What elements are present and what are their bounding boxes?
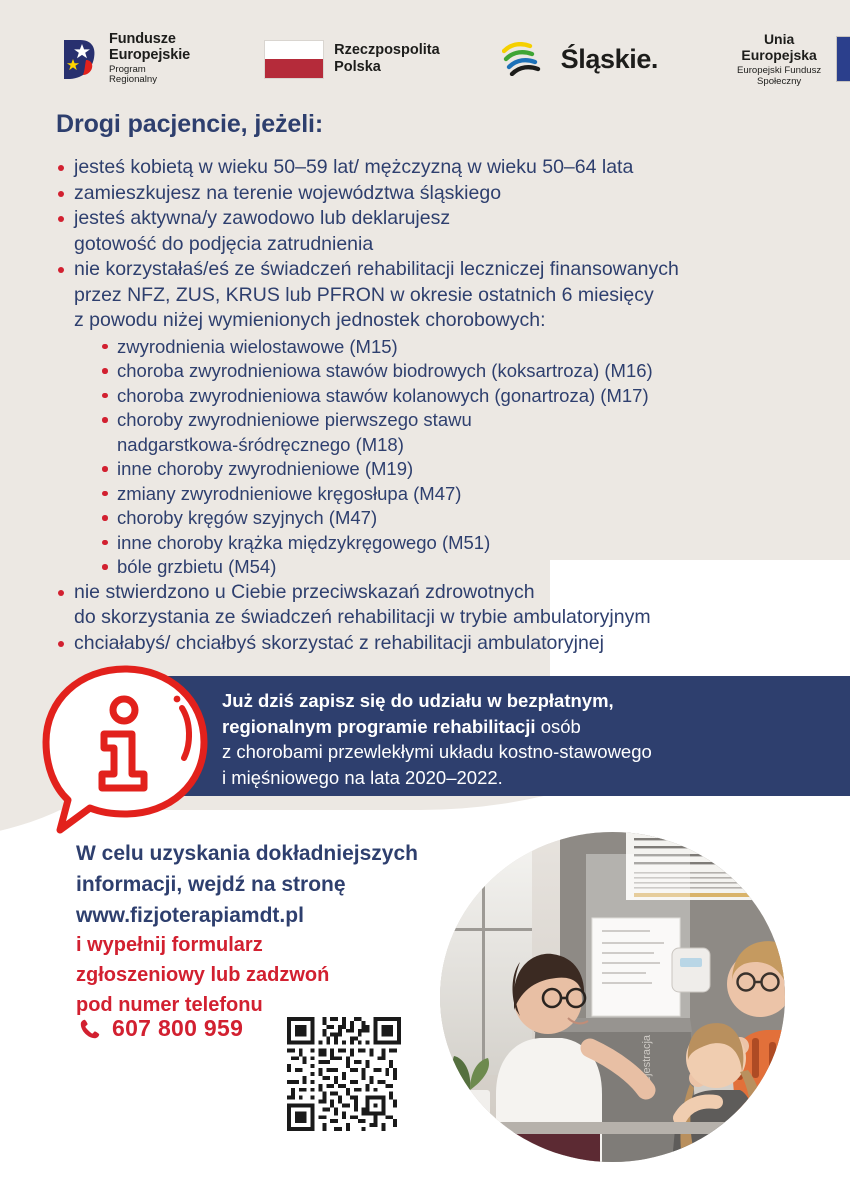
list-item <box>100 335 836 360</box>
page-title: Drogi pacjencie, jeżeli: <box>56 110 324 138</box>
criteria-text: nie stwierdzono u Ciebie przeciwskazań zdrowotnych <box>74 580 535 603</box>
list-item <box>100 531 836 556</box>
list-item <box>56 206 836 257</box>
ue-line1: Unia Europejska <box>741 31 817 63</box>
bullet-dot-icon <box>58 267 64 273</box>
contact-info-blue <box>76 838 418 931</box>
slaskie-waves-icon <box>502 42 548 76</box>
bullet-dot-icon <box>102 491 108 497</box>
phone-icon <box>78 1017 102 1041</box>
disease-text: inne choroby zwyrodnieniowe (M19) <box>117 458 414 479</box>
contact-red-line2: zgłoszeniowy lub zadzwoń <box>76 964 330 986</box>
eu-stars-icon <box>837 37 850 81</box>
list-item <box>100 482 836 507</box>
cta-line2-rest: osób <box>535 715 581 737</box>
criteria-text: nie korzystałaś/eś ze świadczeń rehabilitacji leczniczej finansowanych <box>74 258 679 280</box>
bullet-dot-icon <box>58 590 64 596</box>
disease-text: bóle grzbietu (M54) <box>117 556 277 577</box>
desk-label: Rejestracja <box>641 1034 653 1090</box>
bullet-dot-icon <box>102 466 108 472</box>
cta-text-block <box>222 688 822 790</box>
disease-text: choroba zwyrodnieniowa stawów kolanowych (gonartroza) (M17) <box>117 384 649 406</box>
fe-line2: Europejskie <box>109 46 191 63</box>
list-item <box>100 457 836 482</box>
fundusze-europejskie-wordmark <box>109 32 192 85</box>
criteria-text-cont2: z powodu niżej wymienionych jednostek chorobowych: <box>74 309 546 331</box>
cta-bold-line1: Już dziś zapisz się do udziału w bezpłatnym, <box>222 690 614 711</box>
flag-stripe-white <box>265 41 323 60</box>
bullet-dot-icon <box>102 515 108 521</box>
logo-slaskie <box>502 42 658 76</box>
bullet-dot-icon <box>58 641 64 647</box>
bullet-dot-icon <box>102 344 108 350</box>
cta-bold-line2: regionalnym programie rehabilitacji <box>222 715 536 737</box>
slaskie-wordmark: Śląskie. <box>560 43 659 74</box>
ue-line2: Europejski Fundusz Społeczny <box>736 65 822 87</box>
contact-info-red <box>76 930 329 1020</box>
list-item <box>100 359 836 384</box>
logo-fundusze-europejskie <box>62 32 192 85</box>
fe-line1: Fundusze <box>109 31 176 48</box>
criteria-text: jesteś kobietą w wieku 50–59 lat/ mężczyzną w wieku 50–64 lata <box>74 156 634 178</box>
disease-text: zmiany zwyrodnieniowe kręgosłupa (M47) <box>117 482 462 504</box>
criteria-text-cont: przez NFZ, ZUS, KRUS lub PFRON w okresie ostatnich 6 miesięcy <box>74 283 654 306</box>
list-item <box>56 181 836 207</box>
rp-line2: Polska <box>334 59 381 75</box>
bullet-dot-icon <box>102 393 108 399</box>
list-item <box>100 555 836 580</box>
phone-number: 607 800 959 <box>112 1015 244 1041</box>
bullet-dot-icon <box>102 368 108 374</box>
bullet-dot-icon <box>58 216 64 222</box>
rzeczpospolita-wordmark <box>334 42 440 75</box>
clinic-reception-photo <box>440 832 785 1162</box>
unia-europejska-wordmark <box>732 31 826 87</box>
photo-illustration <box>440 832 785 1162</box>
criteria-text: zamieszkujesz na terenie województwa śląskiego <box>74 181 502 204</box>
qr-code[interactable] <box>287 1017 401 1131</box>
cta-line4: i mięśniowego na lata 2020–2022. <box>222 766 503 788</box>
list-item <box>100 408 836 457</box>
contact-blue-line2: informacji, wejdź na stronę <box>76 873 346 896</box>
list-item <box>56 631 836 657</box>
fe-stars-icon <box>62 36 102 82</box>
bullet-dot-icon <box>58 165 64 171</box>
cta-line3: z chorobami przewlekłymi układu kostno-stawowego <box>222 741 652 762</box>
bullet-dot-icon <box>102 564 108 570</box>
disease-text: choroby kręgów szyjnych (M47) <box>117 507 378 528</box>
disease-sublist <box>100 335 836 580</box>
bullet-dot-icon <box>102 417 108 423</box>
disease-text-cont: nadgarstkowa-śródręcznego (M18) <box>117 433 404 455</box>
phone-row[interactable] <box>78 1015 243 1042</box>
logo-unia-europejska <box>732 31 850 87</box>
eu-flag-icon <box>836 36 850 82</box>
criteria-list <box>56 155 836 656</box>
logo-rzeczpospolita-polska <box>264 40 440 79</box>
bullet-dot-icon <box>58 191 64 197</box>
criteria-text: chciałabyś/ chciałbyś skorzystać z rehabilitacji ambulatoryjnej <box>74 631 604 654</box>
contact-red-line1: i wypełnij formularz <box>76 934 263 956</box>
disease-text: choroby zwyrodnieniowe pierwszego stawu <box>117 409 472 430</box>
contact-red-line3: pod numer telefonu <box>76 994 263 1016</box>
criteria-text-cont: do skorzystania ze świadczeń rehabilitacji w trybie ambulatoryjnym <box>74 606 651 628</box>
list-item <box>100 384 836 409</box>
disease-text: inne choroby krążka międzykręgowego (M51) <box>117 531 491 553</box>
list-item <box>56 155 836 181</box>
polish-flag-icon <box>264 40 324 79</box>
list-item <box>100 506 836 531</box>
disease-text: choroba zwyrodnieniowa stawów biodrowych (koksartroza) (M16) <box>117 360 653 381</box>
list-item <box>56 580 836 631</box>
info-bubble-icon <box>36 662 214 840</box>
website-url[interactable]: www.fizjoterapiamdt.pl <box>76 904 304 927</box>
criteria-text: jesteś aktywna/y zawodowo lub deklarujesz <box>74 207 451 229</box>
disease-text: zwyrodnienia wielostawowe (M15) <box>117 335 398 357</box>
list-item <box>56 257 836 580</box>
contact-blue-line1: W celu uzyskania dokładniejszych <box>76 842 418 865</box>
fe-line3: Program Regionalny <box>109 64 158 86</box>
criteria-text-cont: gotowość do podjęcia zatrudnienia <box>74 232 374 255</box>
fundusze-europejskie-mark-icon <box>62 36 100 82</box>
logo-bar <box>0 26 850 92</box>
rp-line1: Rzeczpospolita <box>334 42 440 59</box>
bullet-dot-icon <box>102 540 108 546</box>
flag-stripe-red <box>265 59 323 78</box>
